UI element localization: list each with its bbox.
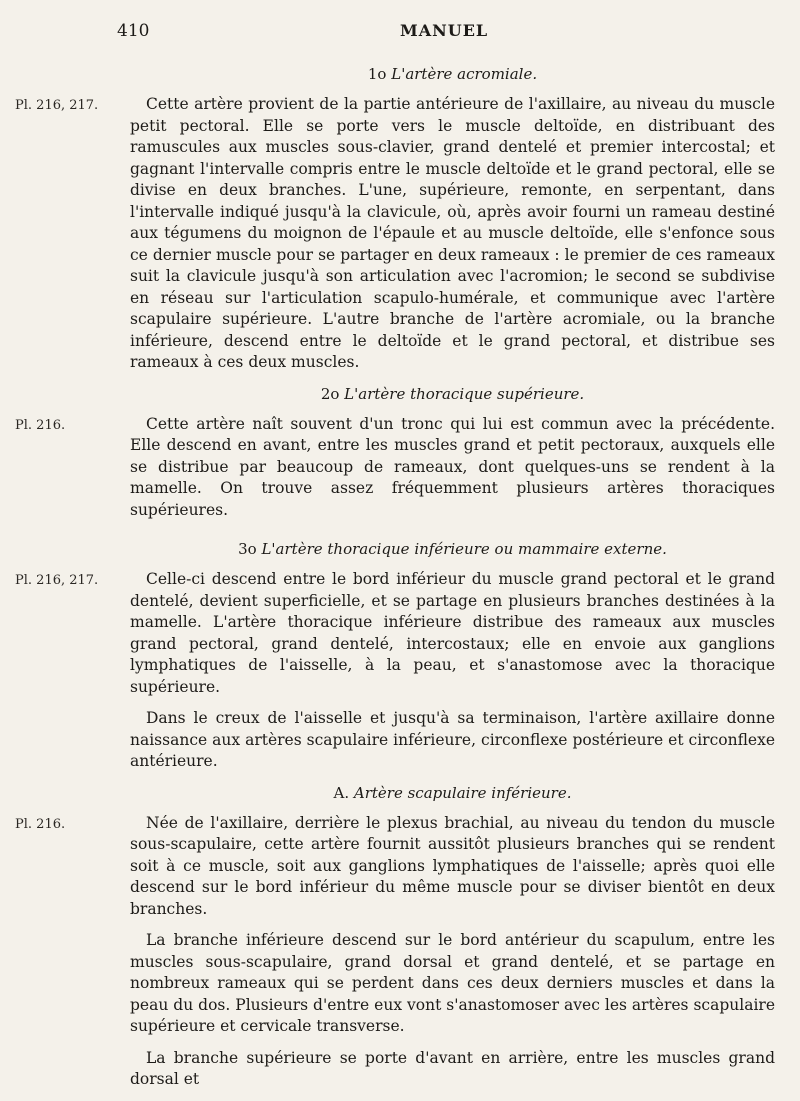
paragraph-thoracique-inferieure — [15, 569, 775, 698]
plate-reference: Pl. 216, 217. — [15, 98, 99, 113]
section-number: 1o — [367, 65, 387, 83]
page-header — [0, 18, 800, 48]
section-number: 2o — [320, 384, 340, 403]
section-heading-A — [130, 783, 775, 803]
section-title: L'artère acromiale. — [391, 65, 538, 83]
section-title: L'artère thoracique inférieure ou mammaire externe. — [261, 540, 667, 558]
paragraph-text: Celle-ci descend entre le bord inférieur du muscle grand pectoral et le grand dentelé, devient superficielle, et se partage en plusieurs branches destinées à la mamelle. L'artère thoracique inférieure distribue des rameaux aux muscles grand pectoral, grand dentelé, intercostaux; elle en envoie aux ganglions lymphatiques de l'aisselle, à la peau, et s'anastomose avec la thoracique supérieure. — [130, 570, 775, 696]
plate-reference: Pl. 216, 217. — [15, 573, 99, 588]
section-heading-1 — [130, 64, 775, 84]
paragraph-acromiale — [15, 94, 775, 374]
paragraph-text: Dans le creux de l'aisselle et jusqu'à sa terminaison, l'artère axillaire donne naissance aux artères scapulaire inférieure, circonflexe postérieure et circonflexe antérieure. — [130, 709, 775, 770]
page-number: 410 — [117, 21, 150, 41]
paragraph-thoracique-superieure — [15, 414, 775, 522]
paragraph-aisselle — [130, 708, 775, 773]
section-number: 3o — [238, 540, 257, 558]
section-number: A. — [333, 783, 350, 802]
paragraph-text: Cette artère provient de la partie antérieure de l'axillaire, au niveau du muscle petit pectoral. Elle se porte vers le muscle deltoïde, en distribuant des ramuscules aux muscles sous-clavier, grand dentelé et premier intercostal; et gagnant l'intervalle compris entre le muscle deltoïde et le grand pectoral, elle se divise en deux branches. L'une, supérieure, remonte, en serpentant, dans l'intervalle indiqué jusqu'à la clavicule, où, après avoir fourni un rameau destiné aux tégumens du moignon de l'épaule et au muscle deltoïde, elle s'enfonce sous ce dernier muscle pour se partager en deux rameaux : le premier de ces rameaux suit la clavicule jusqu'à son articulation avec l'acromion; le second se subdivise en réseau sur l'articulation scapulo-humérale, et communique avec l'artère scapulaire supérieure. L'autre branche de l'artère acromiale, ou la branche inférieure, descend entre le deltoïde et le grand pectoral, et distribue ses rameaux à ces deux muscles. — [130, 95, 775, 371]
section-title: L'artère thoracique supérieure. — [344, 384, 585, 403]
plate-reference: Pl. 216. — [15, 417, 66, 433]
paragraph-scapulaire-inferieure — [15, 813, 775, 921]
paragraph-text: Cette artère naît souvent d'un tronc qui lui est commun avec la précédente. Elle descend en avant, entre les muscles grand et petit pectoraux, auxquels elle se distribue par beaucoup de rameaux, dont quelques-uns se rendent à la mamelle. On trouve assez fréquemment plusieurs artères thoraciques supérieures. — [130, 414, 775, 519]
paragraph-branche-superieure — [130, 1048, 775, 1091]
plate-reference: Pl. 216. — [15, 816, 66, 832]
running-head: MANUEL — [400, 21, 489, 40]
page-body — [15, 64, 775, 1101]
section-heading-2 — [130, 384, 775, 404]
paragraph-text: La branche inférieure descend sur le bord antérieur du scapulum, entre les muscles sous-scapulaire, grand dorsal et grand dentelé, et se partage en nombreux rameaux qui se perdent dans ces deux derniers muscles et dans la peau du dos. Plusieurs d'entre eux vont s'anastomoser avec les artères scapulaire supérieure et cervicale transverse. — [130, 931, 775, 1035]
section-heading-3 — [130, 539, 775, 559]
paragraph-text: Née de l'axillaire, derrière le plexus brachial, au niveau du tendon du muscle sous-scapulaire, cette artère fournit aussitôt plusieurs branches qui se rendent soit à ce muscle, soit aux ganglions lymphatiques de l'aisselle; après quoi elle descend sur le bord inférieur du même muscle pour se diviser bientôt en deux branches. — [130, 813, 775, 918]
section-title: Artère scapulaire inférieure. — [353, 783, 572, 802]
paragraph-text: La branche supérieure se porte d'avant en arrière, entre les muscles grand dorsal et — [130, 1048, 775, 1088]
paragraph-branche-inferieure — [130, 930, 775, 1038]
